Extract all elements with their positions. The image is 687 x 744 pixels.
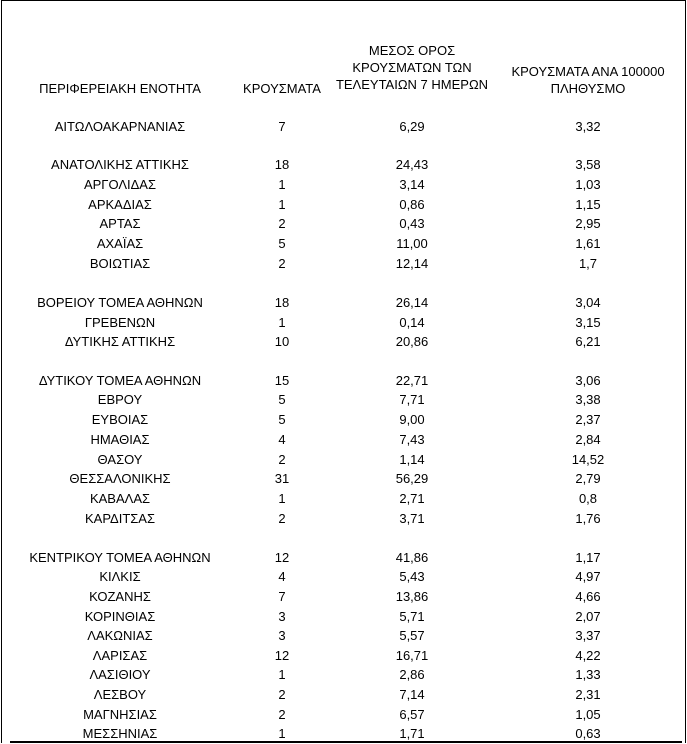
table-row: [0, 646, 687, 666]
table-row: [0, 587, 687, 607]
cell-cases-per-100000: 1,7: [578, 256, 598, 271]
cell-seven-day-average: 24,43: [395, 157, 429, 172]
cell-region: ΑΡΓΟΛΙΔΑΣ: [83, 177, 157, 192]
cell-seven-day-average: 3,14: [399, 177, 425, 192]
cell-cases: 5: [278, 412, 286, 427]
cell-cases: 1: [278, 726, 286, 741]
table-row: [0, 313, 687, 333]
cell-cases: 18: [274, 295, 290, 310]
cell-region: ΑΙΤΩΛΟΑΚΑΡΝΑΝΙΑΣ: [54, 119, 186, 134]
cell-cases-per-100000: 1,03: [575, 177, 601, 192]
cell-cases: 1: [278, 491, 286, 506]
cell-cases-per-100000: 4,97: [575, 569, 601, 584]
cell-cases: 5: [278, 236, 286, 251]
cell-seven-day-average: 6,29: [399, 119, 425, 134]
table-row: [0, 607, 687, 627]
cell-cases: 1: [278, 315, 286, 330]
cell-seven-day-average: 3,71: [399, 511, 425, 526]
cell-region: ΔΥΤΙΚΗΣ ΑΤΤΙΚΗΣ: [64, 334, 176, 349]
table-row: [0, 410, 687, 430]
cell-cases-per-100000: 3,15: [575, 315, 601, 330]
cell-seven-day-average: 1,71: [399, 726, 425, 741]
cell-cases: 31: [274, 471, 290, 486]
table-row: [0, 509, 687, 529]
header-seven-day-average: [326, 42, 498, 93]
table-row: [0, 705, 687, 725]
cell-cases: 1: [278, 197, 286, 212]
header-per-line-2: ΠΛΗΘΥΣΜΟ: [550, 81, 626, 96]
table-row: [0, 332, 687, 352]
cell-region: ΑΝΑΤΟΛΙΚΗΣ ΑΤΤΙΚΗΣ: [51, 157, 189, 172]
cell-cases-per-100000: 2,37: [575, 412, 601, 427]
cell-cases-per-100000: 1,33: [575, 667, 601, 682]
cell-cases: 10: [274, 334, 290, 349]
cell-cases-per-100000: 3,38: [575, 392, 601, 407]
cell-cases: 18: [274, 157, 290, 172]
cell-cases: 3: [278, 628, 286, 643]
cell-cases-per-100000: 4,22: [575, 648, 601, 663]
cell-cases-per-100000: 1,61: [575, 236, 601, 251]
cell-region: ΒΟΡΕΙΟΥ ΤΟΜΕΑ ΑΘΗΝΩΝ: [37, 295, 203, 310]
cell-seven-day-average: 12,14: [395, 256, 429, 271]
cell-cases: 2: [278, 687, 286, 702]
cell-cases-per-100000: 1,76: [575, 511, 601, 526]
table-row: [0, 430, 687, 450]
cell-cases: 12: [274, 550, 290, 565]
cell-cases: 7: [278, 589, 286, 604]
cell-region: ΛΕΣΒΟΥ: [93, 687, 147, 702]
cell-region: ΚΙΛΚΙΣ: [99, 569, 141, 584]
cell-cases-per-100000: 3,37: [575, 628, 601, 643]
cell-cases: 1: [278, 177, 286, 192]
header-cases-label: ΚΡΟΥΣΜΑΤΑ: [243, 81, 321, 96]
table-row: [0, 390, 687, 410]
cell-region: ΘΑΣΟΥ: [97, 452, 143, 467]
header-avg-line-2: ΚΡΟΥΣΜΑΤΩΝ ΤΩΝ: [352, 60, 472, 75]
cell-seven-day-average: 0,14: [399, 315, 425, 330]
table-row: [0, 214, 687, 234]
cell-cases: 2: [278, 256, 286, 271]
table-row: [0, 548, 687, 568]
cell-cases-per-100000: 3,06: [575, 373, 601, 388]
cell-cases-per-100000: 2,07: [575, 609, 601, 624]
cell-region: ΜΑΓΝΗΣΙΑΣ: [83, 707, 157, 722]
cell-cases: 2: [278, 511, 286, 526]
cell-region: ΘΕΣΣΑΛΟΝΙΚΗΣ: [69, 471, 171, 486]
cell-seven-day-average: 26,14: [395, 295, 429, 310]
cell-region: ΚΟΖΑΝΗΣ: [89, 589, 151, 604]
cell-cases: 4: [278, 432, 286, 447]
cell-region: ΛΑΚΩΝΙΑΣ: [87, 628, 153, 643]
cell-region: ΜΕΣΣΗΝΙΑΣ: [82, 726, 158, 741]
cell-region: ΚΕΝΤΡΙΚΟΥ ΤΟΜΕΑ ΑΘΗΝΩΝ: [29, 550, 211, 565]
cell-region: ΑΡΚΑΔΙΑΣ: [88, 197, 152, 212]
cell-region: ΑΡΤΑΣ: [99, 216, 141, 231]
header-avg-line-1: ΜΕΣΟΣ ΟΡΟΣ: [368, 43, 456, 58]
cell-region: ΛΑΡΙΣΑΣ: [92, 648, 148, 663]
cell-seven-day-average: 7,71: [399, 392, 425, 407]
cell-cases-per-100000: 14,52: [571, 452, 605, 467]
cell-cases-per-100000: 2,95: [575, 216, 601, 231]
cell-cases-per-100000: 4,66: [575, 589, 601, 604]
cell-region: ΚΑΒΑΛΑΣ: [89, 491, 151, 506]
cell-cases-per-100000: 2,79: [575, 471, 601, 486]
header-cases-per-100000: [498, 63, 678, 97]
cell-cases-per-100000: 1,17: [575, 550, 601, 565]
cell-cases: 2: [278, 707, 286, 722]
cell-region: ΓΡΕΒΕΝΩΝ: [84, 315, 156, 330]
table-row: [0, 195, 687, 215]
cell-region: ΕΒΡΟΥ: [97, 392, 143, 407]
cell-region: ΕΥΒΟΙΑΣ: [91, 412, 149, 427]
cell-cases: 7: [278, 119, 286, 134]
cell-seven-day-average: 0,43: [399, 216, 425, 231]
cell-cases: 5: [278, 392, 286, 407]
table-row: [0, 489, 687, 509]
table-border-top: [1, 0, 686, 1]
cell-seven-day-average: 0,86: [399, 197, 425, 212]
cell-cases: 3: [278, 609, 286, 624]
cell-seven-day-average: 7,43: [399, 432, 425, 447]
table-row: [0, 371, 687, 391]
cell-seven-day-average: 6,57: [399, 707, 425, 722]
table-row: [0, 117, 687, 137]
cell-seven-day-average: 1,14: [399, 452, 425, 467]
cell-region: ΒΟΙΩΤΙΑΣ: [89, 256, 151, 271]
cell-cases-per-100000: 1,05: [575, 707, 601, 722]
header-cases: [232, 80, 332, 97]
header-per-line-1: ΚΡΟΥΣΜΑΤΑ ΑΝΑ 100000: [511, 64, 665, 79]
cell-seven-day-average: 2,86: [399, 667, 425, 682]
cell-seven-day-average: 20,86: [395, 334, 429, 349]
table-row: [0, 175, 687, 195]
cell-seven-day-average: 11,00: [396, 236, 428, 251]
cell-seven-day-average: 5,57: [399, 628, 425, 643]
cell-cases-per-100000: 3,32: [575, 119, 601, 134]
cell-cases-per-100000: 0,63: [575, 726, 601, 741]
cell-cases-per-100000: 6,21: [575, 334, 601, 349]
table-row: [0, 254, 687, 274]
table-row: [0, 450, 687, 470]
cell-cases-per-100000: 2,31: [575, 687, 601, 702]
cell-cases-per-100000: 2,84: [575, 432, 601, 447]
cell-region: ΗΜΑΘΙΑΣ: [90, 432, 150, 447]
cell-cases: 15: [274, 373, 290, 388]
header-region-label: ΠΕΡΙΦΕΡΕΙΑΚΗ ΕΝΟΤΗΤΑ: [39, 81, 201, 96]
cell-cases: 2: [278, 452, 286, 467]
table-row: [0, 685, 687, 705]
table-row: [0, 155, 687, 175]
table-row: [0, 665, 687, 685]
cell-seven-day-average: 7,14: [399, 687, 425, 702]
cell-region: ΚΟΡΙΝΘΙΑΣ: [84, 609, 156, 624]
table-row: [0, 567, 687, 587]
cell-region: ΔΥΤΙΚΟΥ ΤΟΜΕΑ ΑΘΗΝΩΝ: [38, 373, 202, 388]
table-row: [0, 293, 687, 313]
cell-seven-day-average: 5,71: [399, 609, 425, 624]
cell-cases: 12: [274, 648, 290, 663]
table-row: [0, 469, 687, 489]
cell-cases-per-100000: 0,8: [578, 491, 598, 506]
cell-region: ΑΧΑΪΑΣ: [96, 236, 144, 251]
cell-seven-day-average: 13,86: [395, 589, 429, 604]
cell-region: ΛΑΣΙΘΙΟΥ: [89, 667, 151, 682]
table-row: [0, 626, 687, 646]
cell-seven-day-average: 56,29: [395, 471, 429, 486]
cell-seven-day-average: 22,71: [395, 373, 429, 388]
cell-cases-per-100000: 1,15: [575, 197, 601, 212]
cell-seven-day-average: 16,71: [395, 648, 429, 663]
cell-cases: 1: [278, 667, 286, 682]
cell-seven-day-average: 9,00: [399, 412, 425, 427]
cell-cases-per-100000: 3,58: [575, 157, 601, 172]
cell-cases-per-100000: 3,04: [575, 295, 601, 310]
table-row: [0, 724, 687, 744]
cell-cases: 4: [278, 569, 286, 584]
cell-seven-day-average: 5,43: [399, 569, 425, 584]
cell-cases: 2: [278, 216, 286, 231]
header-region: [20, 80, 220, 97]
header-avg-line-3: ΤΕΛΕΥΤΑΙΩΝ 7 ΗΜΕΡΩΝ: [335, 77, 489, 92]
cell-seven-day-average: 41,86: [395, 550, 429, 565]
table-row: [0, 234, 687, 254]
cell-region: ΚΑΡΔΙΤΣΑΣ: [84, 511, 156, 526]
cell-seven-day-average: 2,71: [399, 491, 425, 506]
